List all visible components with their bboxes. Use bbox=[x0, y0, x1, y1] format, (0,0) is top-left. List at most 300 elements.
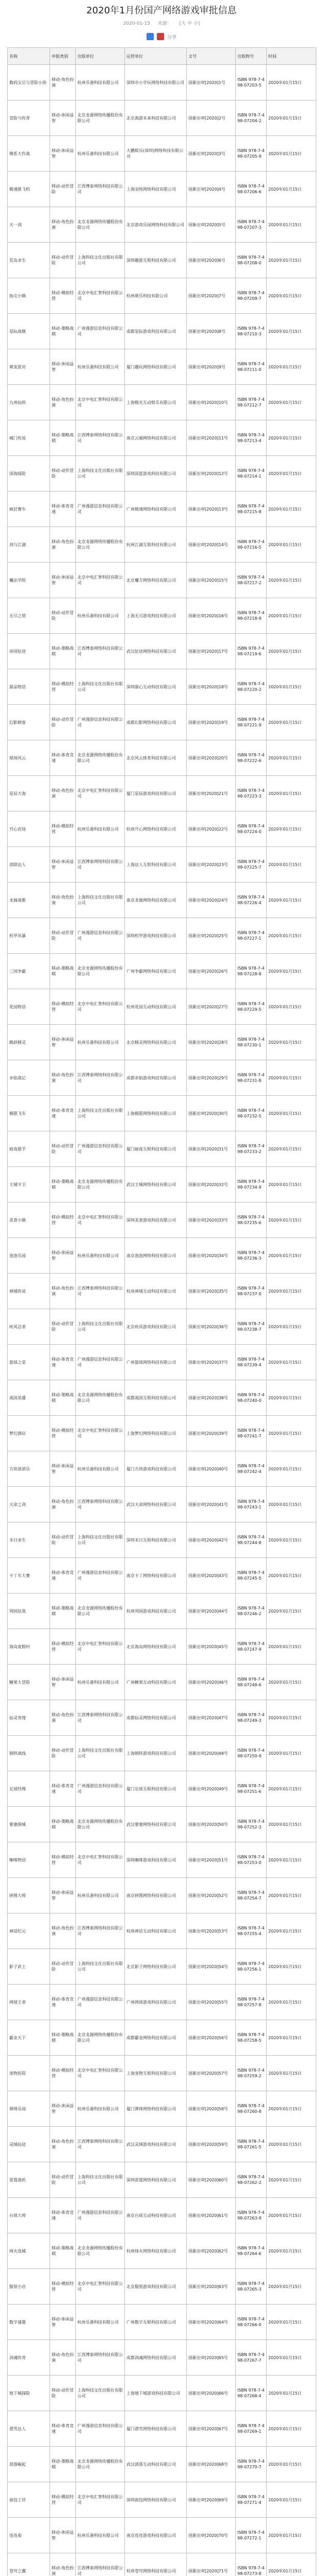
game-name-cell: 服装小店 bbox=[8, 2269, 50, 2304]
approval-number-cell: 国新出审[2020]17号 bbox=[187, 634, 236, 669]
category-cell: 移动-休闲益智 bbox=[50, 1025, 76, 1060]
date-cell: 2020年01月15日 bbox=[267, 172, 316, 207]
approval-number-cell: 国新出审[2020]13号 bbox=[187, 492, 236, 527]
category-cell: 移动-角色扮演 bbox=[50, 2553, 76, 2576]
game-name-cell: 战国英雄 bbox=[8, 1380, 50, 1416]
font-size-switch[interactable]: [大 中 小] bbox=[179, 21, 200, 26]
isbn-cell: ISBN 978-7-498-07253-0 bbox=[236, 1842, 267, 1878]
category-cell: 移动-角色扮演 bbox=[50, 1060, 76, 1096]
approval-number-cell: 国新出审[2020]35号 bbox=[187, 1274, 236, 1309]
isbn-cell: ISBN 978-7-498-07251-6 bbox=[236, 1771, 267, 1807]
approval-number-cell: 国新出审[2020]39号 bbox=[187, 1416, 236, 1451]
category-cell: 移动-模拟经营 bbox=[50, 1842, 76, 1878]
date-cell: 2020年01月15日 bbox=[267, 1985, 316, 2020]
date-cell: 2020年01月15日 bbox=[267, 1594, 316, 1629]
publisher-cell: 江西博泰网络科技有限公司 bbox=[76, 1274, 125, 1309]
table-row bbox=[8, 634, 316, 669]
category-cell: 移动-角色扮演 bbox=[50, 1913, 76, 1949]
category-cell: 移动-体育竞速 bbox=[50, 2411, 76, 2447]
publisher-cell: 江西博泰网络科技有限公司 bbox=[76, 420, 125, 456]
category-cell: 移动-角色扮演 bbox=[50, 1487, 76, 1522]
isbn-cell: ISBN 978-7-498-07238-7 bbox=[236, 1309, 267, 1345]
date-cell: 2020年01月15日 bbox=[267, 65, 316, 100]
table-row bbox=[8, 492, 316, 527]
isbn-cell: ISBN 978-7-498-07210-3 bbox=[236, 314, 267, 349]
approval-number-cell: 国新出审[2020]12号 bbox=[187, 456, 236, 492]
category-cell: 移动-动作冒险 bbox=[50, 2162, 76, 2198]
category-cell: 移动-策略战棋 bbox=[50, 2447, 76, 2482]
table-row bbox=[8, 1665, 316, 1700]
publisher-cell: 杭州乐港科技有限公司 bbox=[76, 65, 125, 100]
date-cell: 2020年01月15日 bbox=[267, 2233, 316, 2269]
game-name-cell: 天命之剑 bbox=[8, 1487, 50, 1522]
date-cell: 2020年01月15日 bbox=[267, 278, 316, 314]
date-cell: 2020年01月15日 bbox=[267, 2162, 316, 2198]
date-cell: 2020年01月15日 bbox=[267, 1380, 316, 1416]
category-cell: 移动-策略战棋 bbox=[50, 634, 76, 669]
category-cell: 移动-体育竞速 bbox=[50, 740, 76, 776]
table-row bbox=[8, 385, 316, 420]
table-row bbox=[8, 1380, 316, 1416]
approval-number-cell: 国新出审[2020]38号 bbox=[187, 1380, 236, 1416]
isbn-cell: ISBN 978-7-498-07261-5 bbox=[236, 2127, 267, 2162]
game-name-cell: 霸业天下 bbox=[8, 2020, 50, 2056]
table-row bbox=[8, 1309, 316, 1345]
game-name-cell: 篮球之星 bbox=[8, 1345, 50, 1380]
publisher-cell: 上海科技文化出版社有限公司 bbox=[76, 2162, 125, 2198]
category-cell: 移动-动作冒险 bbox=[50, 918, 76, 954]
isbn-cell: ISBN 978-7-498-07207-3 bbox=[236, 207, 267, 243]
category-cell: 移动-角色扮演 bbox=[50, 527, 76, 563]
game-name-cell: 魔法学院 bbox=[8, 563, 50, 598]
operator-cell: 北京风云体育科技有限公司 bbox=[125, 740, 187, 776]
table-row bbox=[8, 2447, 316, 2482]
approval-number-cell: 国新出审[2020]71号 bbox=[187, 2553, 236, 2576]
isbn-cell: ISBN 978-7-498-07263-9 bbox=[236, 2198, 267, 2233]
game-name-cell: 开心农场 bbox=[8, 811, 50, 847]
date-cell: 2020年01月15日 bbox=[267, 2020, 316, 2056]
category-cell: 移动-模拟经营 bbox=[50, 1416, 76, 1451]
publisher-cell: 上海科技文化出版社有限公司 bbox=[76, 456, 125, 492]
wechat-icon[interactable] bbox=[147, 33, 154, 40]
date-cell: 2020年01月15日 bbox=[267, 385, 316, 420]
isbn-cell: ISBN 978-7-498-07271-4 bbox=[236, 2482, 267, 2518]
isbn-cell: ISBN 978-7-498-07228-8 bbox=[236, 954, 267, 989]
approval-number-cell: 国新出审[2020]67号 bbox=[187, 2411, 236, 2447]
operator-cell: 杭州江湖互娱科技有限公司 bbox=[125, 527, 187, 563]
publisher-cell: 江西博泰网络科技有限公司 bbox=[76, 1700, 125, 1736]
table-row bbox=[8, 2269, 316, 2304]
isbn-cell: ISBN 978-7-498-07205-9 bbox=[236, 136, 267, 172]
game-name-cell: 极限飞车 bbox=[8, 1096, 50, 1131]
table-row bbox=[8, 1202, 316, 1238]
table-row bbox=[8, 2056, 316, 2091]
isbn-cell: ISBN 978-7-498-07270-7 bbox=[236, 2447, 267, 2482]
date-cell: 2020年01月15日 bbox=[267, 1558, 316, 1594]
approval-number-cell: 国新出审[2020]61号 bbox=[187, 2198, 236, 2233]
date-cell: 2020年01月15日 bbox=[267, 1771, 316, 1807]
approval-number-cell: 国新出审[2020]36号 bbox=[187, 1309, 236, 1345]
approval-number-cell: 国新出审[2020]53号 bbox=[187, 1913, 236, 1949]
isbn-cell: ISBN 978-7-498-07260-8 bbox=[236, 2091, 267, 2127]
game-name-cell: 赤焰战记 bbox=[8, 1060, 50, 1096]
category-cell: 移动-动作冒险 bbox=[50, 1522, 76, 1558]
isbn-cell: ISBN 978-7-498-07229-5 bbox=[236, 989, 267, 1025]
table-row bbox=[8, 136, 316, 172]
isbn-cell: ISBN 978-7-498-07219-6 bbox=[236, 634, 267, 669]
isbn-cell: ISBN 978-7-498-07268-4 bbox=[236, 2376, 267, 2411]
table-row bbox=[8, 172, 316, 207]
publisher-cell: 北京龙源网络传播股份有限公司 bbox=[76, 2020, 125, 2056]
operator-cell: 上海极光互动娱乐有限公司 bbox=[125, 385, 187, 420]
isbn-cell: ISBN 978-7-498-07230-1 bbox=[236, 1025, 267, 1060]
table-row bbox=[8, 527, 316, 563]
operator-cell: 武汉部落互动科技有限公司 bbox=[125, 2447, 187, 2482]
table-row bbox=[8, 1842, 316, 1878]
publisher-cell: 上海科技文化出版社有限公司 bbox=[76, 1949, 125, 1985]
operator-cell: 深圳市小学玩网络科技有限公司 bbox=[125, 65, 187, 100]
publisher-cell: 杭州乐港科技有限公司 bbox=[76, 1238, 125, 1274]
game-name-cell: 烽火连城 bbox=[8, 2233, 50, 2269]
date-cell: 2020年01月15日 bbox=[267, 349, 316, 385]
table-row bbox=[8, 883, 316, 918]
publisher-cell: 北京龙源网络传播股份有限公司 bbox=[76, 527, 125, 563]
game-name-cell: 台球大师 bbox=[8, 2198, 50, 2233]
approval-number-cell: 国新出审[2020]8号 bbox=[187, 314, 236, 349]
publisher-cell: 北京中电汇智科技有限公司 bbox=[76, 278, 125, 314]
operator-cell: 深圳末日互娱科技有限公司 bbox=[125, 1522, 187, 1558]
category-cell: 移动-模拟经营 bbox=[50, 2056, 76, 2091]
publisher-cell: 江西博泰网络科技有限公司 bbox=[76, 2340, 125, 2376]
approval-number-cell: 国新出审[2020]22号 bbox=[187, 811, 236, 847]
publisher-cell: 北京龙源网络传播股份有限公司 bbox=[76, 1380, 125, 1416]
category-cell: 移动-模拟经营 bbox=[50, 669, 76, 705]
operator-cell: 南京拼图网络科技有限公司 bbox=[125, 1878, 187, 1913]
game-name-cell: 疾风忍者 bbox=[8, 1309, 50, 1345]
game-name-cell: 极速推飞机 bbox=[8, 172, 50, 207]
isbn-cell: ISBN 978-7-498-07240-0 bbox=[236, 1380, 267, 1416]
date-cell: 2020年01月15日 bbox=[267, 1665, 316, 1700]
publisher-cell: 广州漫游信息科技有限公司 bbox=[76, 1558, 125, 1594]
date-cell: 2020年01月15日 bbox=[267, 2482, 316, 2518]
operator-cell: 北京疾风游戏科技有限公司 bbox=[125, 1309, 187, 1345]
date-cell: 2020年01月15日 bbox=[267, 1345, 316, 1380]
date-cell: 2020年01月15日 bbox=[267, 1025, 316, 1060]
table-row bbox=[8, 2340, 316, 2376]
operator-cell: 南京龙骑网络科技有限公司 bbox=[125, 883, 187, 918]
table-row bbox=[8, 811, 316, 847]
isbn-cell: ISBN 978-7-498-07246-2 bbox=[236, 1594, 267, 1629]
game-name-cell: 暗夜猎手 bbox=[8, 1131, 50, 1167]
game-name-cell: 滑雪达人 bbox=[8, 2411, 50, 2447]
operator-cell: 北京游戏乐园网络科技有限公司 bbox=[125, 207, 187, 243]
isbn-cell: ISBN 978-7-498-07214-1 bbox=[236, 456, 267, 492]
game-name-cell: 萌宠派对 bbox=[8, 349, 50, 385]
isbn-cell: ISBN 978-7-498-07222-6 bbox=[236, 740, 267, 776]
publisher-cell: 杭州乐港科技有限公司 bbox=[76, 1025, 125, 1060]
isbn-cell: ISBN 978-7-498-07236-3 bbox=[236, 1238, 267, 1274]
publisher-cell: 北京龙源网络传播股份有限公司 bbox=[76, 100, 125, 136]
table-row bbox=[8, 243, 316, 278]
table-row bbox=[8, 1700, 316, 1736]
game-name-cell: 雷霆战机 bbox=[8, 2162, 50, 2198]
game-name-cell: 荒岛求生 bbox=[8, 243, 50, 278]
date-cell: 2020年01月15日 bbox=[267, 2553, 316, 2576]
operator-cell: 厦门趣玩网络科技有限公司 bbox=[125, 349, 187, 385]
isbn-cell: ISBN 978-7-498-07256-1 bbox=[236, 1949, 267, 1985]
isbn-cell: ISBN 978-7-498-07215-8 bbox=[236, 492, 267, 527]
weibo-icon[interactable] bbox=[157, 33, 164, 40]
game-name-cell: 连连看 bbox=[8, 2518, 50, 2553]
date-cell: 2020年01月15日 bbox=[267, 1736, 316, 1771]
date-cell: 2020年01月15日 bbox=[267, 314, 316, 349]
publisher-cell: 江西博泰网络科技有限公司 bbox=[76, 847, 125, 883]
category-cell: 移动-角色扮演 bbox=[50, 776, 76, 811]
date-cell: 2020年01月15日 bbox=[267, 1949, 316, 1985]
category-cell: 移动-动作冒险 bbox=[50, 598, 76, 634]
category-cell: 移动-休闲益智 bbox=[50, 349, 76, 385]
category-cell: 移动-模拟经营 bbox=[50, 278, 76, 314]
operator-cell: 广州极速网络科技有限公司 bbox=[125, 492, 187, 527]
operator-cell: 厦门方块游戏科技有限公司 bbox=[125, 1451, 187, 1487]
isbn-cell: ISBN 978-7-498-07254-7 bbox=[236, 1878, 267, 1913]
game-name-cell: 数字谜题 bbox=[8, 2304, 50, 2340]
game-name-cell: 网球王者 bbox=[8, 1985, 50, 2020]
publisher-cell: 上海科技文化出版社有限公司 bbox=[76, 1736, 125, 1771]
game-name-cell: 要塞围城 bbox=[8, 1807, 50, 1842]
isbn-cell: ISBN 978-7-498-07227-1 bbox=[236, 918, 267, 954]
isbn-cell: ISBN 978-7-498-07273-8 bbox=[236, 2553, 267, 2576]
category-cell: 移动-动作冒险 bbox=[50, 243, 76, 278]
isbn-cell: ISBN 978-7-498-07257-8 bbox=[236, 1985, 267, 2020]
isbn-cell: ISBN 978-7-498-07267-7 bbox=[236, 2340, 267, 2376]
publisher-cell: 广州漫游信息科技有限公司 bbox=[76, 1985, 125, 2020]
category-cell: 移动-角色扮演 bbox=[50, 385, 76, 420]
approval-number-cell: 国新出审[2020]42号 bbox=[187, 1522, 236, 1558]
approval-number-cell: 国新出审[2020]21号 bbox=[187, 776, 236, 811]
operator-cell: 武汉天命网络科技有限公司 bbox=[125, 1487, 187, 1522]
table-row bbox=[8, 314, 316, 349]
game-name-cell: 深海探险 bbox=[8, 456, 50, 492]
game-name-cell: 甜品物语 bbox=[8, 669, 50, 705]
date-cell: 2020年01月15日 bbox=[267, 2376, 316, 2411]
approval-number-cell: 国新出审[2020]16号 bbox=[187, 598, 236, 634]
category-cell: 移动-角色扮演 bbox=[50, 65, 76, 100]
table-row bbox=[8, 1629, 316, 1665]
game-name-cell: 跳跃精灵 bbox=[8, 1025, 50, 1060]
operator-cell: 杭州花园互动科技有限公司 bbox=[125, 989, 187, 1025]
game-name-cell: 足球经理 bbox=[8, 1771, 50, 1807]
operator-cell: 深圳雷霆网络科技有限公司 bbox=[125, 2162, 187, 2198]
table-row bbox=[8, 1025, 316, 1060]
table-row bbox=[8, 1345, 316, 1380]
game-name-cell: 灵域仙途 bbox=[8, 2127, 50, 2162]
operator-cell: 成都星际游戏科技有限公司 bbox=[125, 314, 187, 349]
category-cell: 移动-动作冒险 bbox=[50, 1309, 76, 1345]
isbn-cell: ISBN 978-7-498-07239-4 bbox=[236, 1345, 267, 1380]
category-cell: 移动-动作冒险 bbox=[50, 1736, 76, 1771]
game-name-cell: 海岛度假村 bbox=[8, 1629, 50, 1665]
date-cell: 2020年01月15日 bbox=[267, 1842, 316, 1878]
publisher-cell: 广州漫游信息科技有限公司 bbox=[76, 705, 125, 740]
publisher-cell: 北京中电汇智科技有限公司 bbox=[76, 1842, 125, 1878]
date-cell: 2020年01月15日 bbox=[267, 1238, 316, 1274]
table-row bbox=[8, 1131, 316, 1167]
game-name-cell: 卡丁车大赛 bbox=[8, 1558, 50, 1594]
isbn-cell: ISBN 978-7-498-07241-7 bbox=[236, 1416, 267, 1451]
operator-cell: 深圳甜心互动科技有限公司 bbox=[125, 669, 187, 705]
category-cell: 移动-动作冒险 bbox=[50, 1949, 76, 1985]
game-name-cell: 王城守卫 bbox=[8, 1167, 50, 1202]
table-row bbox=[8, 1985, 316, 2020]
date-cell: 2020年01月15日 bbox=[267, 1522, 316, 1558]
approval-number-cell: 国新出审[2020]20号 bbox=[187, 740, 236, 776]
approval-number-cell: 国新出审[2020]58号 bbox=[187, 2091, 236, 2127]
publisher-cell: 上海科技文化出版社有限公司 bbox=[76, 2376, 125, 2411]
date-cell: 2020年01月15日 bbox=[267, 740, 316, 776]
approval-number-cell: 国新出审[2020]48号 bbox=[187, 1736, 236, 1771]
date-cell: 2020年01月15日 bbox=[267, 2127, 316, 2162]
approval-number-cell: 国新出审[2020]70号 bbox=[187, 2518, 236, 2553]
isbn-cell: ISBN 978-7-498-07245-5 bbox=[236, 1558, 267, 1594]
date-cell: 2020年01月15日 bbox=[267, 669, 316, 705]
table-row bbox=[8, 1416, 316, 1451]
publisher-cell: 杭州乐港科技有限公司 bbox=[76, 136, 125, 172]
category-cell: 移动-休闲益智 bbox=[50, 1238, 76, 1274]
operator-cell: 北京海游未来科技有限公司 bbox=[125, 100, 187, 136]
isbn-cell: ISBN 978-7-498-07248-6 bbox=[236, 1665, 267, 1700]
table-header-row bbox=[8, 48, 316, 65]
publisher-cell: 北京中电汇智科技有限公司 bbox=[76, 1202, 125, 1238]
game-name-cell: 泡泡乐园 bbox=[8, 1238, 50, 1274]
table-row bbox=[8, 1060, 316, 1096]
date-cell: 2020年01月15日 bbox=[267, 1416, 316, 1451]
table-row bbox=[8, 740, 316, 776]
isbn-cell: ISBN 978-7-498-07225-7 bbox=[236, 847, 267, 883]
table-row bbox=[8, 954, 316, 989]
operator-cell: 成都霸业网络科技有限公司 bbox=[125, 2020, 187, 2056]
column-header: 名称 bbox=[8, 48, 50, 65]
operator-cell: 杭州开心网络科技有限公司 bbox=[125, 811, 187, 847]
operator-cell: 武汉灵域游戏科技有限公司 bbox=[125, 2127, 187, 2162]
operator-cell: 南京泡泡网络科技有限公司 bbox=[125, 1238, 187, 1274]
approval-number-cell: 国新出审[2020]68号 bbox=[187, 2447, 236, 2482]
source-label: 来源： bbox=[157, 21, 172, 26]
operator-cell: 南京卡丁网络科技有限公司 bbox=[125, 1558, 187, 1594]
column-header: 运营单位 bbox=[125, 48, 187, 65]
date-cell: 2020年01月15日 bbox=[267, 2447, 316, 2482]
category-cell: 移动-角色扮演 bbox=[50, 2127, 76, 2162]
category-cell: 移动-策略战棋 bbox=[50, 2233, 76, 2269]
approval-number-cell: 国新出审[2020]3号 bbox=[187, 136, 236, 172]
approval-table bbox=[7, 47, 316, 2576]
table-row bbox=[8, 456, 316, 492]
publisher-cell: 广州漫游信息科技有限公司 bbox=[76, 1771, 125, 1807]
publisher-cell: 上海科技文化出版社有限公司 bbox=[76, 883, 125, 918]
isbn-cell: ISBN 978-7-498-07216-5 bbox=[236, 527, 267, 563]
operator-cell: 南京台球互动科技有限公司 bbox=[125, 2198, 187, 2233]
category-cell: 移动-休闲益智 bbox=[50, 2091, 76, 2127]
isbn-cell: ISBN 978-7-498-07223-3 bbox=[236, 776, 267, 811]
operator-cell: 成都仙灵网络科技有限公司 bbox=[125, 1700, 187, 1736]
category-cell: 移动-策略战棋 bbox=[50, 2020, 76, 2056]
publisher-cell: 江西博泰网络科技有限公司 bbox=[76, 2553, 125, 2576]
operator-cell: 成都剑魂网络科技有限公司 bbox=[125, 2340, 187, 2376]
operator-cell: 上海地下城游戏科技有限公司 bbox=[125, 2376, 187, 2411]
approval-number-cell: 国新出审[2020]66号 bbox=[187, 2376, 236, 2411]
table-row bbox=[8, 1771, 316, 1807]
category-cell: 移动-休闲益智 bbox=[50, 2518, 76, 2553]
operator-cell: 深圳咖啡游戏科技有限公司 bbox=[125, 1842, 187, 1878]
date-cell: 2020年01月15日 bbox=[267, 243, 316, 278]
table-row bbox=[8, 278, 316, 314]
publisher-cell: 江西博泰网络科技有限公司 bbox=[76, 1487, 125, 1522]
table-row bbox=[8, 1558, 316, 1594]
game-name-cell: 佛系大作战 bbox=[8, 136, 50, 172]
publisher-cell: 江西博泰网络科技有限公司 bbox=[76, 2127, 125, 2162]
operator-cell: 厦门足球互娱科技有限公司 bbox=[125, 1771, 187, 1807]
table-row bbox=[8, 1238, 316, 1274]
table-body bbox=[8, 65, 316, 2576]
article-meta bbox=[7, 21, 316, 27]
operator-cell: 大鹏娱乐(深圳)网络科技有限公司 bbox=[125, 136, 187, 172]
table-row bbox=[8, 100, 316, 136]
isbn-cell: ISBN 978-7-498-07264-6 bbox=[236, 2233, 267, 2269]
isbn-cell: ISBN 978-7-498-07262-2 bbox=[236, 2162, 267, 2198]
approval-number-cell: 国新出审[2020]55号 bbox=[187, 1985, 236, 2020]
approval-number-cell: 国新出审[2020]59号 bbox=[187, 2127, 236, 2162]
operator-cell: 成都战国互娱科技有限公司 bbox=[125, 1380, 187, 1416]
operator-cell: 北京服装游戏科技有限公司 bbox=[125, 2269, 187, 2304]
operator-cell: 上海羽悦网络科技有限公司 bbox=[125, 172, 187, 207]
publisher-cell: 上海科技文化出版社有限公司 bbox=[76, 1309, 125, 1345]
publisher-cell: 江西博泰网络科技有限公司 bbox=[76, 1060, 125, 1096]
operator-cell: 深圳深蓝游戏科技有限公司 bbox=[125, 456, 187, 492]
approval-number-cell: 国新出审[2020]30号 bbox=[187, 1096, 236, 1131]
table-row bbox=[8, 2304, 316, 2340]
date-cell: 2020年01月15日 bbox=[267, 847, 316, 883]
date-cell: 2020年01月15日 bbox=[267, 1131, 316, 1167]
operator-cell: 厦门滑雪网络科技有限公司 bbox=[125, 2411, 187, 2447]
publisher-cell: 广州漫游信息科技有限公司 bbox=[76, 918, 125, 954]
game-name-cell: 弹珠乐园 bbox=[8, 2091, 50, 2127]
table-row bbox=[8, 989, 316, 1025]
isbn-cell: ISBN 978-7-498-07206-6 bbox=[236, 172, 267, 207]
publisher-cell: 北京中电汇智科技有限公司 bbox=[76, 989, 125, 1025]
game-name-cell: 星际战舰 bbox=[8, 314, 50, 349]
approval-number-cell: 国新出审[2020]62号 bbox=[187, 2233, 236, 2269]
game-name-cell: 花园物语 bbox=[8, 989, 50, 1025]
date-cell: 2020年01月15日 bbox=[267, 1060, 316, 1096]
approval-number-cell: 国新出审[2020]69号 bbox=[187, 2482, 236, 2518]
table-row bbox=[8, 207, 316, 243]
column-header: 申报类别 bbox=[50, 48, 76, 65]
isbn-cell: ISBN 978-7-498-07265-3 bbox=[236, 2269, 267, 2304]
game-name-cell: 方块消消乐 bbox=[8, 1451, 50, 1487]
game-name-cell: 苍穹之翼 bbox=[8, 2553, 50, 2576]
operator-cell: 深圳面包网络科技有限公司 bbox=[125, 2482, 187, 2518]
table-row bbox=[8, 918, 316, 954]
category-cell: 移动-模拟经营 bbox=[50, 2482, 76, 2518]
approval-number-cell: 国新出审[2020]29号 bbox=[187, 1060, 236, 1096]
approval-number-cell: 国新出审[2020]54号 bbox=[187, 1949, 236, 1985]
category-cell: 移动-策略战棋 bbox=[50, 954, 76, 989]
operator-cell: 武汉王城网络科技有限公司 bbox=[125, 1167, 187, 1202]
publisher-cell: 北京龙源网络传播股份有限公司 bbox=[76, 207, 125, 243]
date-cell: 2020年01月15日 bbox=[267, 207, 316, 243]
operator-cell: 南京云端网络科技有限公司 bbox=[125, 420, 187, 456]
operator-cell: 武汉征途网络科技有限公司 bbox=[125, 634, 187, 669]
